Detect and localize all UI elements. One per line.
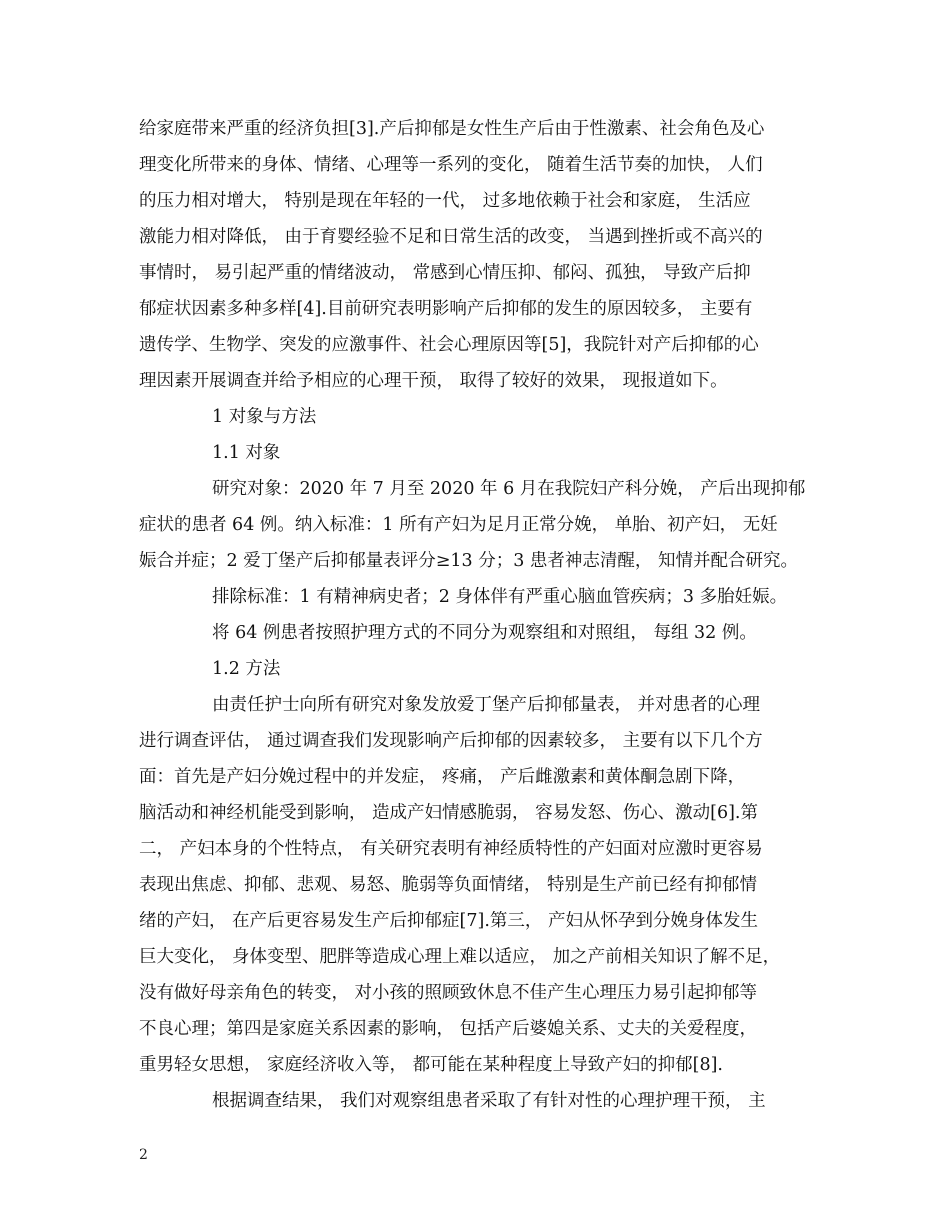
- paragraph-start-line: 排除标准：1 有精神病史者；2 身体伴有严重心脑血管疾病；3 多胎妊娠。: [212, 587, 788, 607]
- body-text-line: 遗传学、生物学、突发的应激事件、社会心理原因等[5]，我院针对产后抑郁的心: [139, 335, 759, 355]
- paragraph-start-line: 由责任护士向所有研究对象发放爱丁堡产后抑郁量表， 并对患者的心理: [212, 695, 761, 715]
- body-text-line: 事情时， 易引起严重的情绪波动， 常感到心情压抑、郁闷、孤独， 导致产后抑: [139, 263, 751, 283]
- body-text-line: 二， 产妇本身的个性特点， 有关研究表明有神经质特性的产妇面对应激时更容易: [139, 839, 763, 859]
- paragraph-start-line: 根据调查结果， 我们对观察组患者采取了有针对性的心理护理干预， 主: [212, 1091, 766, 1111]
- body-text-line: 面：首先是产妇分娩过程中的并发症， 疼痛， 产后雌激素和黄体酮急剧下降，: [139, 767, 746, 787]
- body-text-line: 理变化所带来的身体、情绪、心理等一系列的变化， 随着生活节奏的加快， 人们: [139, 155, 763, 175]
- body-text-line: 绪的产妇， 在产后更容易发生产后抑郁症[7].第三， 产妇从怀孕到分娩身体发生: [139, 911, 758, 931]
- body-text-line: 不良心理；第四是家庭关系因素的影响， 包括产后婆媳关系、丈夫的关爱程度，: [139, 1019, 758, 1039]
- paragraph-start-line: 研究对象：2020 年 7 月至 2020 年 6 月在我院妇产科分娩， 产后出现抑郁: [212, 479, 806, 499]
- body-text-line: 症状的患者 64 例。纳入标准：1 所有产妇为足月正常分娩， 单胎、初产妇， 无妊: [139, 515, 778, 535]
- body-text-line: 娠合并症；2 爱丁堡产后抑郁量表评分≥13 分；3 患者神志清醒， 知情并配合研究。: [139, 551, 798, 571]
- body-text-line: 巨大变化， 身体变型、肥胖等造成心理上难以适应， 加之产前相关知识了解不足，: [139, 947, 781, 967]
- body-text-line: 表现出焦虑、抑郁、悲观、易怒、脆弱等负面情绪， 特别是生产前已经有抑郁情: [139, 875, 758, 895]
- section-heading: 1 对象与方法: [212, 407, 317, 427]
- body-text-line: 理因素开展调查并给予相应的心理干预， 取得了较好的效果， 现报道如下。: [139, 371, 728, 391]
- subsection-heading: 1.1 对象: [212, 443, 281, 463]
- paragraph-start-line: 将 64 例患者按照护理方式的不同分为观察组和对照组， 每组 32 例。: [212, 623, 757, 643]
- body-text-line: 重男轻女思想， 家庭经济收入等， 都可能在某种程度上导致产妇的抑郁[8].: [139, 1055, 723, 1075]
- body-text-line: 没有做好母亲角色的转变， 对小孩的照顾致休息不佳产生心理压力易引起抑郁等: [139, 983, 758, 1003]
- body-text-line: 激能力相对降低， 由于育婴经验不足和日常生活的改变， 当遇到挫折或不高兴的: [139, 227, 763, 247]
- body-text-line: 脑活动和神经机能受到影响， 造成产妇情感脆弱， 容易发怒、伤心、激动[6].第: [139, 803, 758, 823]
- body-text-line: 进行调查评估， 通过调查我们发现影响产后抑郁的因素较多， 主要有以下几个方: [139, 731, 763, 751]
- subsection-heading: 1.2 方法: [212, 659, 281, 679]
- page-number: 2: [139, 1147, 148, 1163]
- body-text-line: 给家庭带来严重的经济负担[3].产后抑郁是女性生产后由于性激素、社会角色及心: [139, 119, 765, 139]
- body-text-line: 的压力相对增大， 特别是现在年轻的一代， 过多地依赖于社会和家庭， 生活应: [139, 191, 751, 211]
- body-text-line: 郁症状因素多种多样[4].目前研究表明影响产后抑郁的发生的原因较多， 主要有: [139, 299, 753, 319]
